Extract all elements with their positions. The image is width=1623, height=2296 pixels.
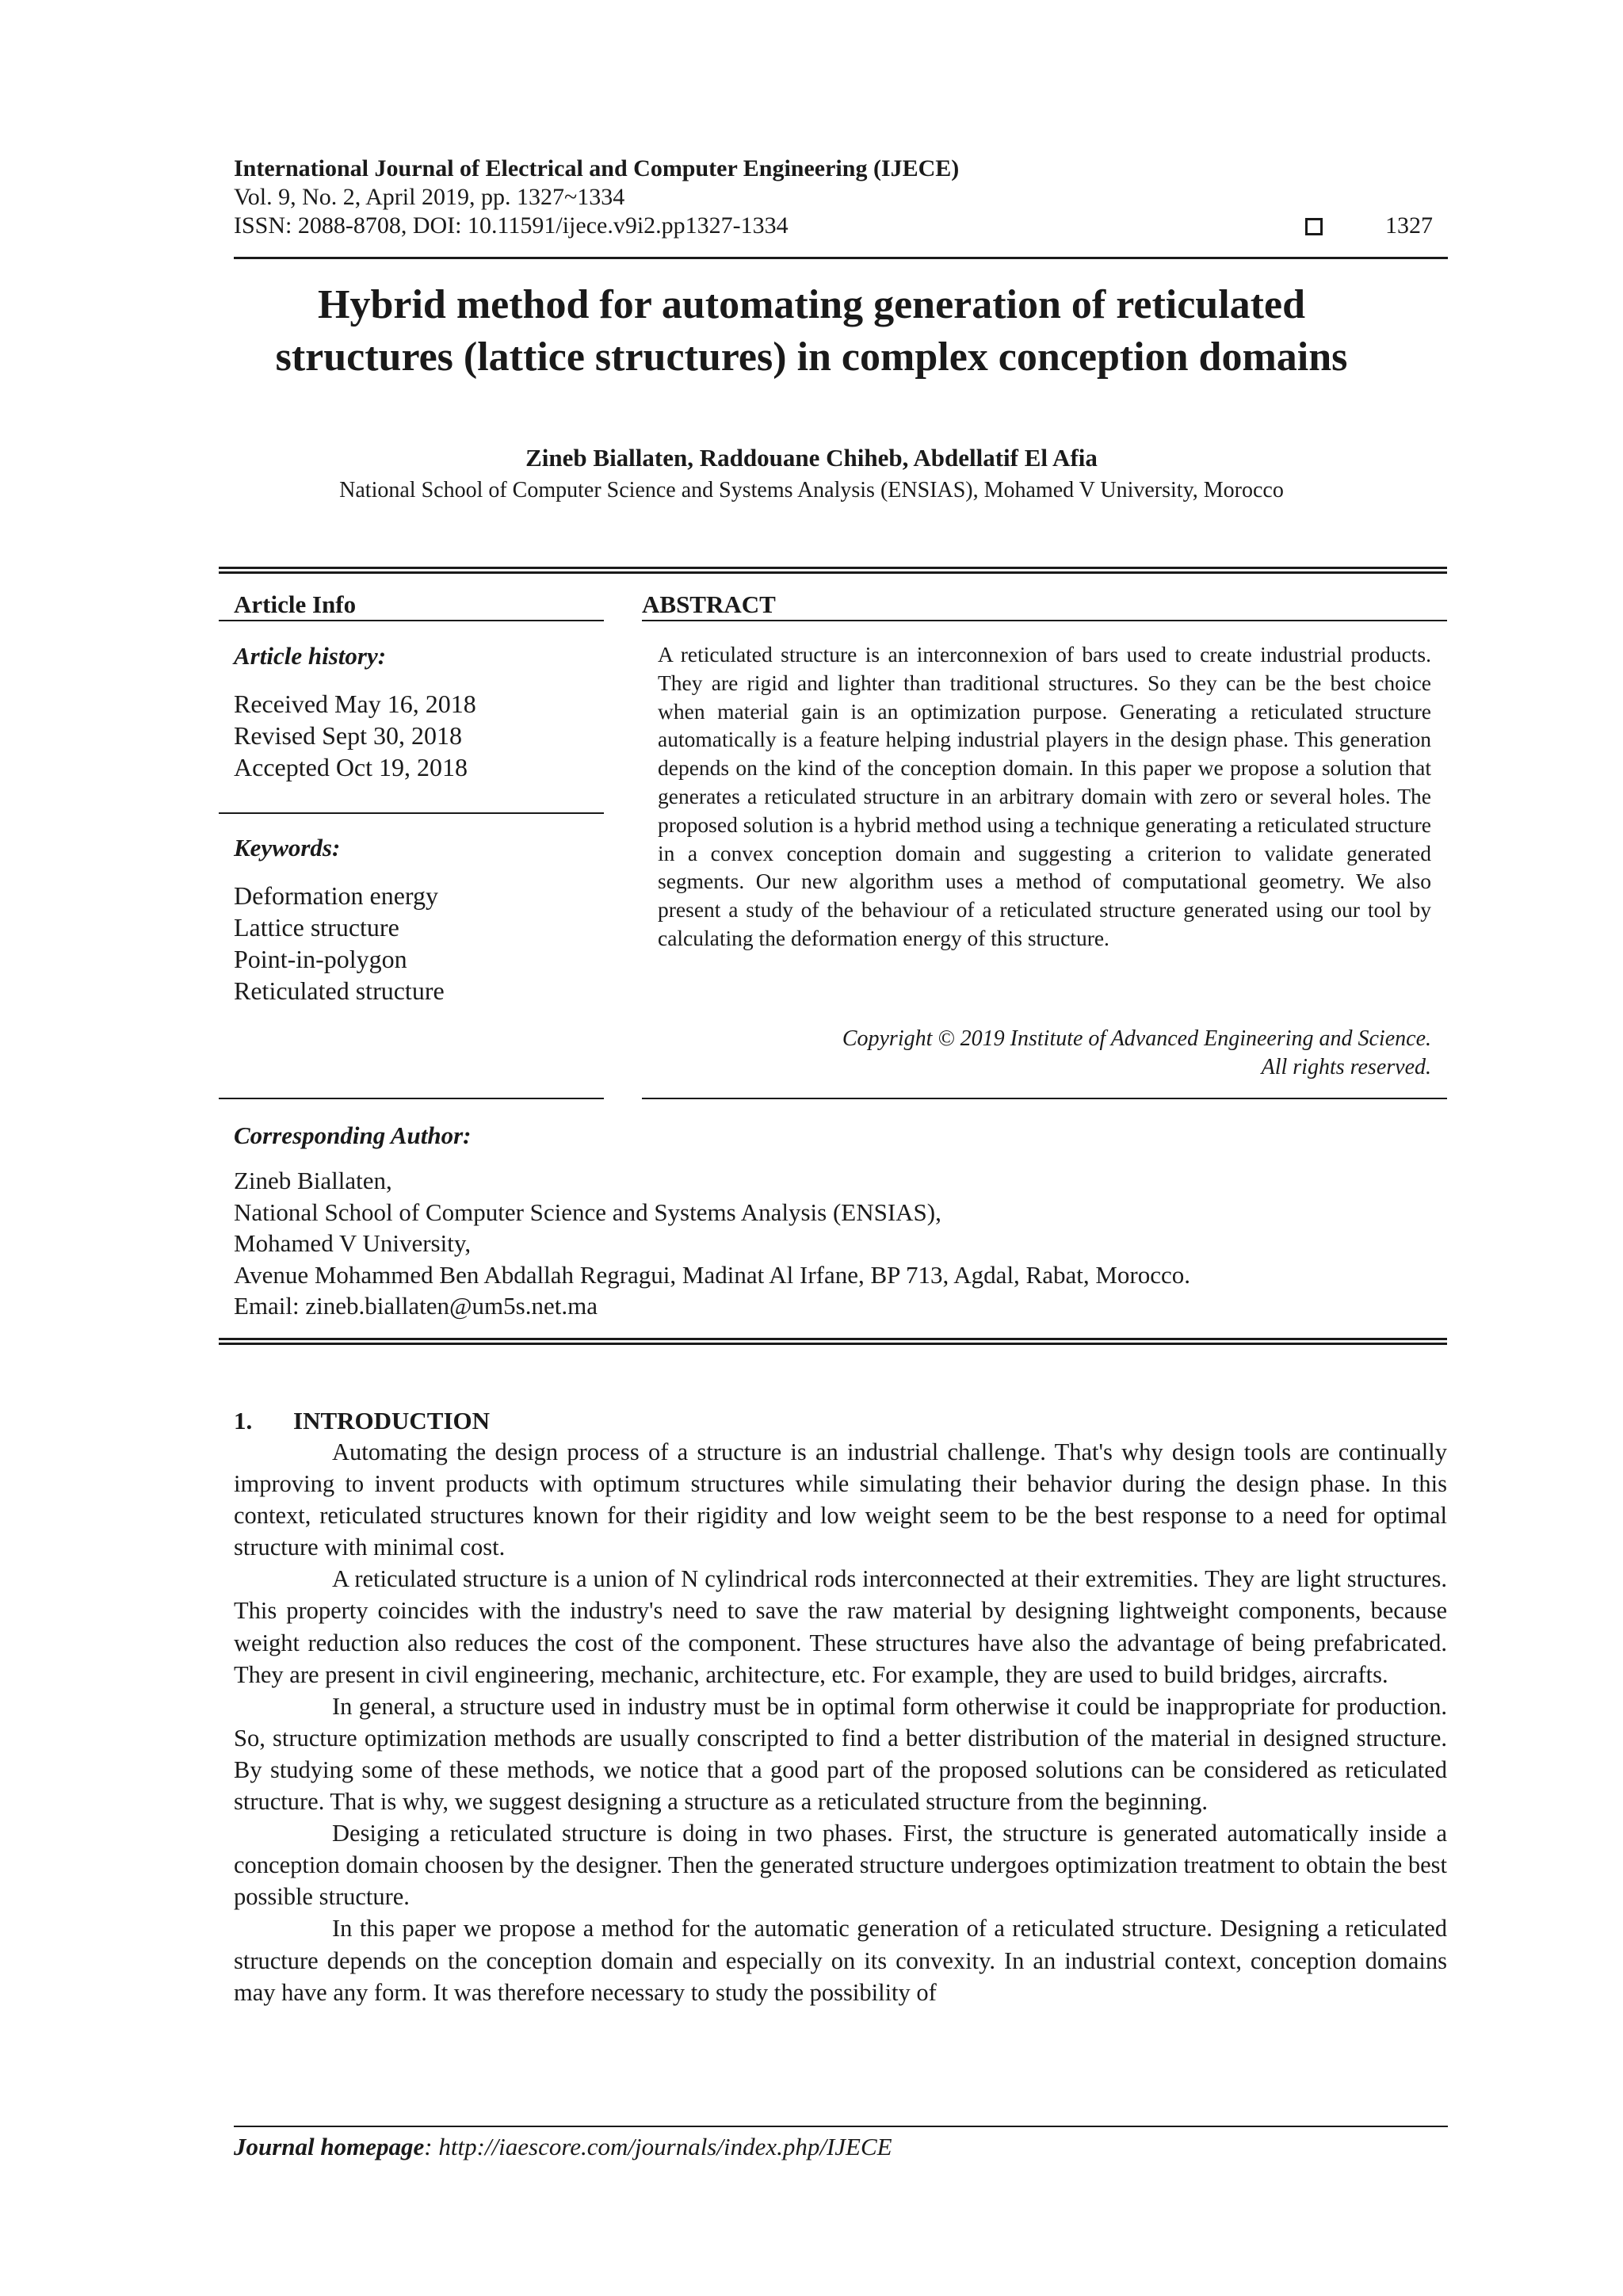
divider <box>219 812 604 814</box>
affiliation: National School of Computer Science and Systems Analysis (ENSIAS), Mohamed V University, Morocco <box>339 478 1284 502</box>
homepage-link[interactable]: http://iaescore.com/journals/index.php/IJECE <box>438 2133 892 2160</box>
paragraph: A reticulated structure is a union of N cylindrical rods interconnected at their extremities. They are light structures. This property coincides with the industry's need to save the raw material by designing lightweight components, because weight reduction also reduces the cost of the component. These structures have also the advantage of being prefabricated. They are present in civil engineering, mechanic, architecture, etc. For example, they are used to build bridges, aircrafts. <box>234 1565 1447 1688</box>
keyword: Point-in-polygon <box>234 945 407 973</box>
page-number: 1327 <box>1385 212 1433 239</box>
issn-doi: ISSN: 2088-8708, DOI: 10.11591/ijece.v9i2.pp1327-1334 <box>234 212 789 239</box>
history-accepted: Accepted Oct 19, 2018 <box>234 753 468 781</box>
abstract-heading: ABSTRACT <box>642 590 776 618</box>
ca-address: Avenue Mohammed Ben Abdallah Regragui, Madinat Al Irfane, BP 713, Agdal, Rabat, Morocco. <box>234 1260 1191 1289</box>
divider <box>219 620 604 621</box>
divider <box>642 620 1447 621</box>
ca-email: Email: zineb.biallaten@um5s.net.ma <box>234 1292 598 1320</box>
introduction-body <box>234 1436 1447 2008</box>
keyword: Lattice structure <box>234 913 399 942</box>
journal-name: International Journal of Electrical and Computer Engineering (IJECE) <box>234 155 960 181</box>
volume-info: Vol. 9, No. 2, April 2019, pp. 1327~1334 <box>234 184 625 210</box>
section-number: 1. <box>234 1407 253 1435</box>
double-rule-top <box>219 567 1447 574</box>
title-line-2: structures (lattice structures) in complex conception domains <box>275 334 1348 380</box>
ca-university: Mohamed V University, <box>234 1229 472 1257</box>
copyright <box>658 1025 1431 1082</box>
ca-institution: National School of Computer Science and Systems Analysis (ENSIAS), <box>234 1198 941 1226</box>
header-rule <box>234 257 1448 259</box>
authors: Zineb Biallaten, Raddouane Chiheb, Abdellatif El Afia <box>525 444 1098 472</box>
keywords-heading: Keywords: <box>234 834 341 861</box>
keyword: Deformation energy <box>234 881 438 910</box>
history-received: Received May 16, 2018 <box>234 690 476 718</box>
homepage-label: Journal homepage <box>234 2133 425 2160</box>
title-line-1: Hybrid method for automating generation of reticulated <box>318 282 1305 327</box>
paragraph: In general, a structure used in industry must be in optimal form otherwise it could be inappropriate for production. So, structure optimization methods are usually conscripted to find a better distribution of the material in designed structure. By studying some of these methods, we notice that a good part of the proposed solutions can be considered as reticulated structure. That is why, we suggest designing a structure as a reticulated structure from the beginning. <box>234 1692 1447 1816</box>
divider <box>642 1098 1447 1099</box>
introduction-heading <box>234 1407 490 1435</box>
abstract-text: A reticulated structure is an interconnexion of bars used to create industrial products. They are rigid and lighter than traditional structures. So they can be the best choice when material gain is an optimization purpose. Generating a reticulated structure automatically is a feature helping industrial players in the design phase. This generation depends on the kind of the conception domain. In this paper we propose a solution that generates a reticulated structure in an arbitrary domain with zero or several holes. The proposed solution is a hybrid method using a technique generating a reticulated structure in a convex conception domain and suggesting a criterion to validate generated segments. Our new algorithm uses a method of computational geometry. We also present a study of the behaviour of a reticulated structure generated using our tool by calculating the deformation energy of this structure. <box>658 642 1431 950</box>
article-history <box>234 688 476 783</box>
ca-name: Zineb Biallaten, <box>234 1167 392 1194</box>
corresponding-author-heading: Corresponding Author: <box>234 1121 472 1149</box>
paragraph: Desiging a reticulated structure is doing in two phases. First, the structure is generated automatically inside a conception domain choosen by the designer. Then the generated structure undergoes optimization treatment to obtain the best possible structure. <box>234 1820 1447 1911</box>
footer <box>234 2133 892 2161</box>
checkbox-square-icon <box>1305 218 1323 235</box>
article-info-heading: Article Info <box>234 590 357 618</box>
history-revised: Revised Sept 30, 2018 <box>234 721 462 750</box>
divider <box>219 1098 604 1099</box>
corresponding-author <box>234 1165 1446 1322</box>
copyright-line-2: All rights reserved. <box>1261 1055 1431 1079</box>
double-rule-bottom <box>219 1338 1447 1345</box>
paragraph: In this paper we propose a method for the automatic generation of a reticulated structure. Designing a reticulated structure depends on the conception domain and especially on its convexity. In an industrial context, conception domains may have any form. It was therefore necessary to study the possibility of <box>234 1915 1447 2006</box>
keywords-list <box>234 880 445 1007</box>
paper-title <box>158 279 1465 384</box>
copyright-line-1: Copyright © 2019 Institute of Advanced Engineering and Science. <box>842 1026 1431 1051</box>
paragraph: Automating the design process of a structure is an industrial challenge. That's why design tools are continually improving to invent products with optimum structures while simulating their behavior during the design phase. In this context, reticulated structures known for their rigidity and low weight seem to be the best response to a need for optimal structure with minimal cost. <box>234 1438 1447 1561</box>
keyword: Reticulated structure <box>234 976 445 1005</box>
section-title: INTRODUCTION <box>293 1407 491 1435</box>
article-history-heading: Article history: <box>234 642 387 670</box>
colon: : <box>424 2133 439 2160</box>
footer-rule <box>234 2126 1448 2127</box>
